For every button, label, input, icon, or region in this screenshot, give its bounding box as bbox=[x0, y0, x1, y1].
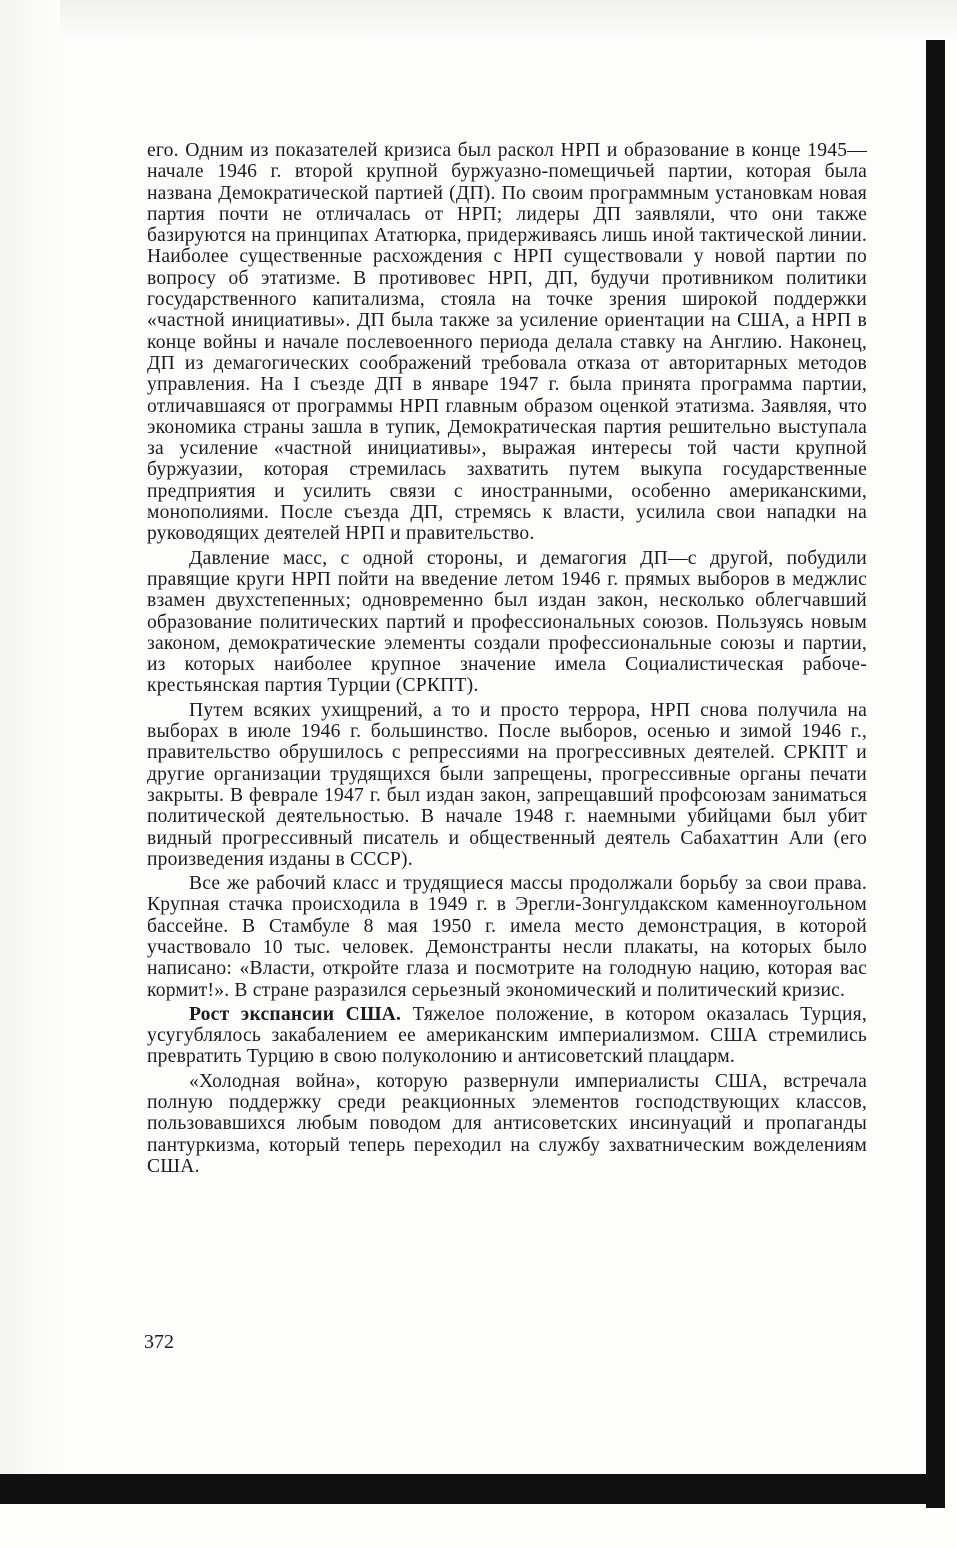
section-heading: Рост экспансии США. bbox=[189, 1003, 402, 1025]
page-number: 372 bbox=[144, 1331, 174, 1353]
scan-shadow-left bbox=[0, 0, 60, 1474]
scan-shadow-top bbox=[60, 0, 957, 40]
scan-border-right bbox=[926, 40, 945, 1508]
scan-border-bottom bbox=[0, 1474, 945, 1504]
paragraph-1: его. Одним из показателей кризиса был раскол НРП и образование в конце 1945—начале 1946 г. второй крупной буржуазно-помещичьей партии, которая была названа Демократической партией (ДП). По своим программным установкам новая партия почти не отличалась от НРП; лидеры ДП заявляли, что они также базируются на принципах Ататюрка, придерживаясь лишь иной тактической линии. Наиболее существенные расхождения с НРП существовали у новой партии по вопросу об этатизме. В противовес НРП, ДП, будучи противником политики государственного капитализма, стояла на точке зрения широкой поддержки «частной инициативы». ДП была также за усиление ориентации на США, а НРП в конце войны и начале послевоенного периода делала ставку на Англию. Наконец, ДП из демагогических соображений требовала отказа от авторитарных методов управления. На I съезде ДП в январе 1947 г. была принята программа партии, отличавшаяся от программы НРП главным образом оценкой этатизма. Заявляя, что экономика страны зашла в тупик, Демократическая партия решительно выступала за усиление «частной инициативы», выражая интересы той части крупной буржуазии, которая стремилась захватить путем выкупа государственные предприятия и усилить связи с иностранными, особенно американскими, монополиями. После съезда ДП, стремясь к власти, усилила свои нападки на руководящих деятелей НРП и правительство. bbox=[147, 140, 867, 545]
paragraph-2: Давление масс, с одной стороны, и демагогия ДП—с другой, побудили правящие круги НРП пойти на введение летом 1946 г. прямых выборов в меджлис взамен двухстепенных; одновременно был издан закон, несколько облегчавший образование политических партий и профессиональных союзов. Пользуясь новым законом, демократические элементы создали профессиональные союзы и партии, из которых наиболее крупное значение имела Социалистическая рабоче-крестьянская партия Турции (СРКПТ). bbox=[147, 547, 867, 697]
body-text bbox=[147, 140, 867, 1180]
paragraph-3: Путем всяких ухищрений, а то и просто террора, НРП снова получила на выборах в июле 1946 г. большинство. После выборов, осенью и зимой 1946 г., правительство обрушилось с репрессиями на прогрессивных деятелей. СРКПТ и другие организации трудящихся были запрещены, прогрессивные органы печати закрыты. В феврале 1947 г. был издан закон, запрещавший профсоюзам заниматься политической деятельностью. В начале 1948 г. наемными убийцами был убит видный прогрессивный писатель и общественный деятель Сабахаттин Али (его произведения изданы в СССР). bbox=[147, 699, 867, 870]
paragraph-5-text: Тяжелое положение, в котором оказалась Турция, усугублялось закабалением ее американским империализмом. США стремились превратить Турцию в свою полуколонию и антисоветский плацдарм. bbox=[147, 1003, 867, 1068]
paragraph-6: «Холодная война», которую развернули империалисты США, встречала полную поддержку среди реакционных элементов господствующих классов, пользовавшихся любым поводом для антисоветских инсинуаций и пропаганды пантуркизма, который теперь переходил на службу захватническим вожделениям США. bbox=[147, 1070, 867, 1177]
paragraph-4: Все же рабочий класс и трудящиеся массы продолжали борьбу за свои права. Крупная стачка происходила в 1949 г. в Эрегли-Зонгулдакском каменноугольном бассейне. В Стамбуле 8 мая 1950 г. имела место демонстрация, в которой участвовало 10 тыс. человек. Демонстранты несли плакаты, на которых было написано: «Власти, откройте глаза и посмотрите на голодную нацию, которая вас кормит!». В стране разразился серьезный экономический и политический кризис. bbox=[147, 873, 867, 1001]
paragraph-5 bbox=[147, 1004, 867, 1068]
